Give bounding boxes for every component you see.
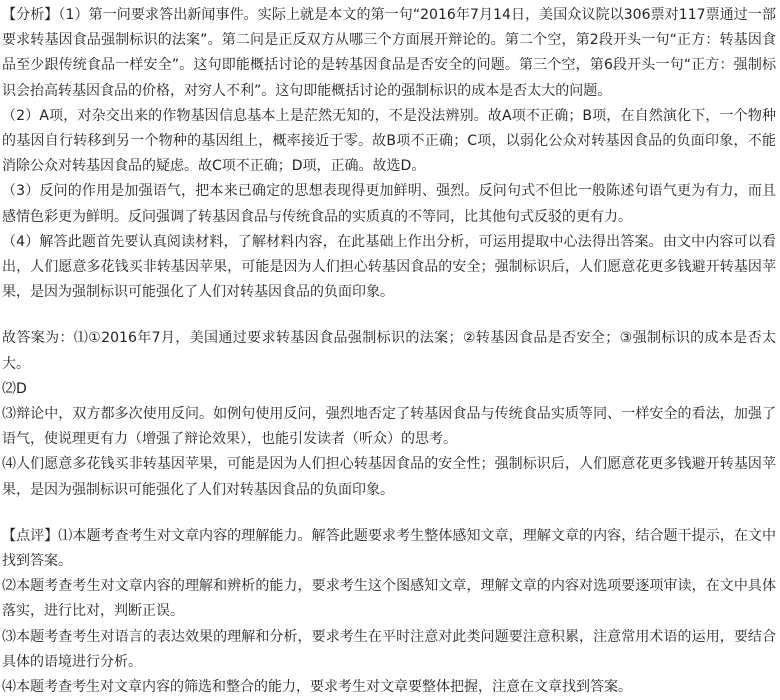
comment-part-3: ⑶本题考查考生对语言的表达效果的理解和分析，要求考生在平时注意对此类问题要注意积累，注意常用术语的运用，要结合具体的语境进行分析。: [2, 628, 776, 670]
analysis-part-1: 【分析】（1）第一问要求答出新闻事件。实际上就是本文的第一句“2016年7月14日，美国众议院以306票对117票通过一部要求转基因食品强制标识的法案”。第二问是正反双方从哪三个方面展开辩论的。第二个空，第2段开头一句“正方：转基因食品至少跟传统食品一样安全”。这句即能概括讨论的是转基因食品是否安全的问题。第三个空，第6段开头一句“正方：强制标识会抬高转基因食品的价格，对穷人不利”。这句即能概括讨论的强制标识的成本是否太大的问题。: [2, 7, 776, 99]
answer-part-1: 故答案为：⑴①2016年7月，美国通过要求转基因食品强制标识的法案；②转基因食品是否安全；③强制标识的成本是否太大。: [2, 330, 776, 372]
comment-part-2: ⑵本题考查考生对文章内容的理解和辨析的能力，要求考生这个图感知文章，理解文章的内容对选项要逐项审读，在文中具体落实，进行比对，判断正误。: [2, 578, 776, 620]
answer-part-3: ⑶辩论中，双方都多次使用反问。如例句使用反问，强烈地否定了转基因食品与传统食品实质等同、一样安全的看法，加强了语气，使说理更有力（增强了辩论效果），也能引发读者（听众）的思考。: [2, 406, 776, 448]
section-spacer: [2, 503, 776, 524]
answer-part-4: ⑷人们愿意多花钱买非转基因苹果，可能是因为人们担心转基因食品的安全性；强制标识后，人们愿意花更多钱避开转基因苹果，是因为强制标识可能强化了人们对转基因食品的负面印象。: [2, 456, 776, 498]
analysis-section: [2, 3, 776, 305]
analysis-part-3: （3）反问的作用是加强语气，把本来已确定的思想表现得更加鲜明、强烈。反问句式不但比一般陈述句语气更为有力，而且感情色彩更为鲜明。反问强调了转基因食品与传统食品的实质真的不等同，比其他句式反驳的更有力。: [2, 183, 776, 225]
analysis-part-4: （4）解答此题首先要认真阅读材料，了解材料内容，在此基础上作出分析，可运用提取中心法得出答案。由文中内容可以看出，人们愿意多花钱买非转基因苹果，可能是因为人们担心转基因食品的安全；强制标识后，人们愿意花更多钱避开转基因苹果，是因为强制标识可能强化了人们对转基因食品的负面印象。: [2, 233, 776, 301]
answer-part-2: ⑵D: [2, 380, 27, 397]
comment-part-4: ⑷本题考查考生对文章内容的筛选和整合的能力，要求考生对文章要整体把握，注意在文章找到答案。: [2, 679, 632, 696]
comment-part-1: 【点评】⑴本题考查考生对文章内容的理解能力。解答此题要求考生整体感知文章，理解文章的内容，结合题干提示，在文中找到答案。: [2, 527, 776, 570]
analysis-part-2: （2）A项，对杂交出来的作物基因信息基本上是茫然无知的，不是没法辨别。故A项不正确；B项，在自然演化下，一个物种的基因自行转移到另一个物种的基因组上，概率接近于零。故B项不正确；C项，以弱化公众对转基因食品的负面印象，不能消除公众对转基因食品的疑虑。故C项不正确；D项，正确。故选D。: [2, 107, 776, 175]
comment-section: [2, 524, 776, 700]
answer-section: [2, 326, 776, 502]
section-spacer: [2, 305, 776, 326]
